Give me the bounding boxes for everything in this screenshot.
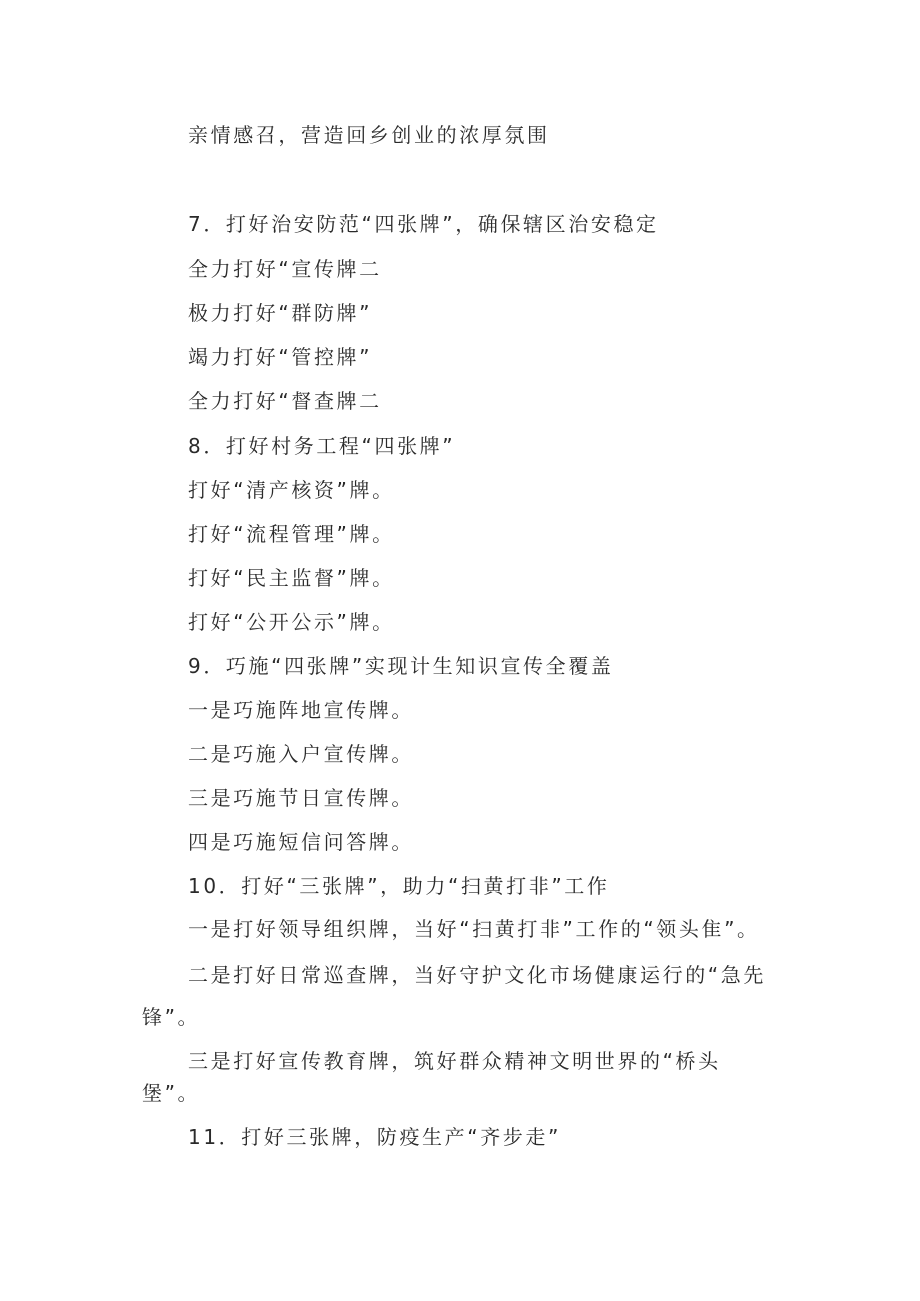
paragraph-line: 二是巧施入户宣传牌。 [188, 742, 414, 766]
paragraph-line: 亲情感召，营造回乡创业的浓厚氛围 [188, 123, 550, 147]
paragraph-line: 三是巧施节日宣传牌。 [188, 786, 414, 810]
section-heading-7: 7．打好治安防范“四张牌”，确保辖区治安稳定 [188, 212, 659, 236]
paragraph-line: 全力打好“宣传牌二 [188, 257, 382, 281]
paragraph-line: 二是打好日常巡查牌，当好守护文化市场健康运行的“急先 [188, 963, 766, 987]
section-heading-8: 8．打好村务工程“四张牌” [188, 434, 456, 458]
paragraph-line: 一是巧施阵地宣传牌。 [188, 698, 414, 722]
paragraph-line: 四是巧施短信问答牌。 [188, 830, 414, 854]
paragraph-line-wrap: 锋”。 [142, 1005, 201, 1029]
section-heading-9: 9．巧施“四张牌”实现计生知识宣传全覆盖 [188, 654, 614, 678]
paragraph-line: 极力打好“群防牌” [188, 301, 373, 325]
section-heading-11: 11．打好三张牌，防疫生产“齐步走” [188, 1125, 561, 1149]
paragraph-line: 全力打好“督查牌二 [188, 389, 382, 413]
paragraph-line: 三是打好宣传教育牌，筑好群众精神文明世界的“桥头 [188, 1049, 721, 1073]
paragraph-line: 竭力打好“管控牌” [188, 345, 373, 369]
paragraph-line: 打好“清产核资”牌。 [188, 478, 395, 502]
section-heading-10: 10．打好“三张牌”，助力“扫黄打非”工作 [188, 874, 610, 898]
paragraph-line: 打好“公开公示”牌。 [188, 610, 395, 634]
paragraph-line: 一是打好领导组织牌，当好“扫黄打非”工作的“领头隹”。 [188, 917, 760, 941]
paragraph-line: 打好“流程管理”牌。 [188, 522, 395, 546]
paragraph-line-wrap: 堡”。 [142, 1081, 201, 1105]
paragraph-line: 打好“民主监督”牌。 [188, 566, 395, 590]
